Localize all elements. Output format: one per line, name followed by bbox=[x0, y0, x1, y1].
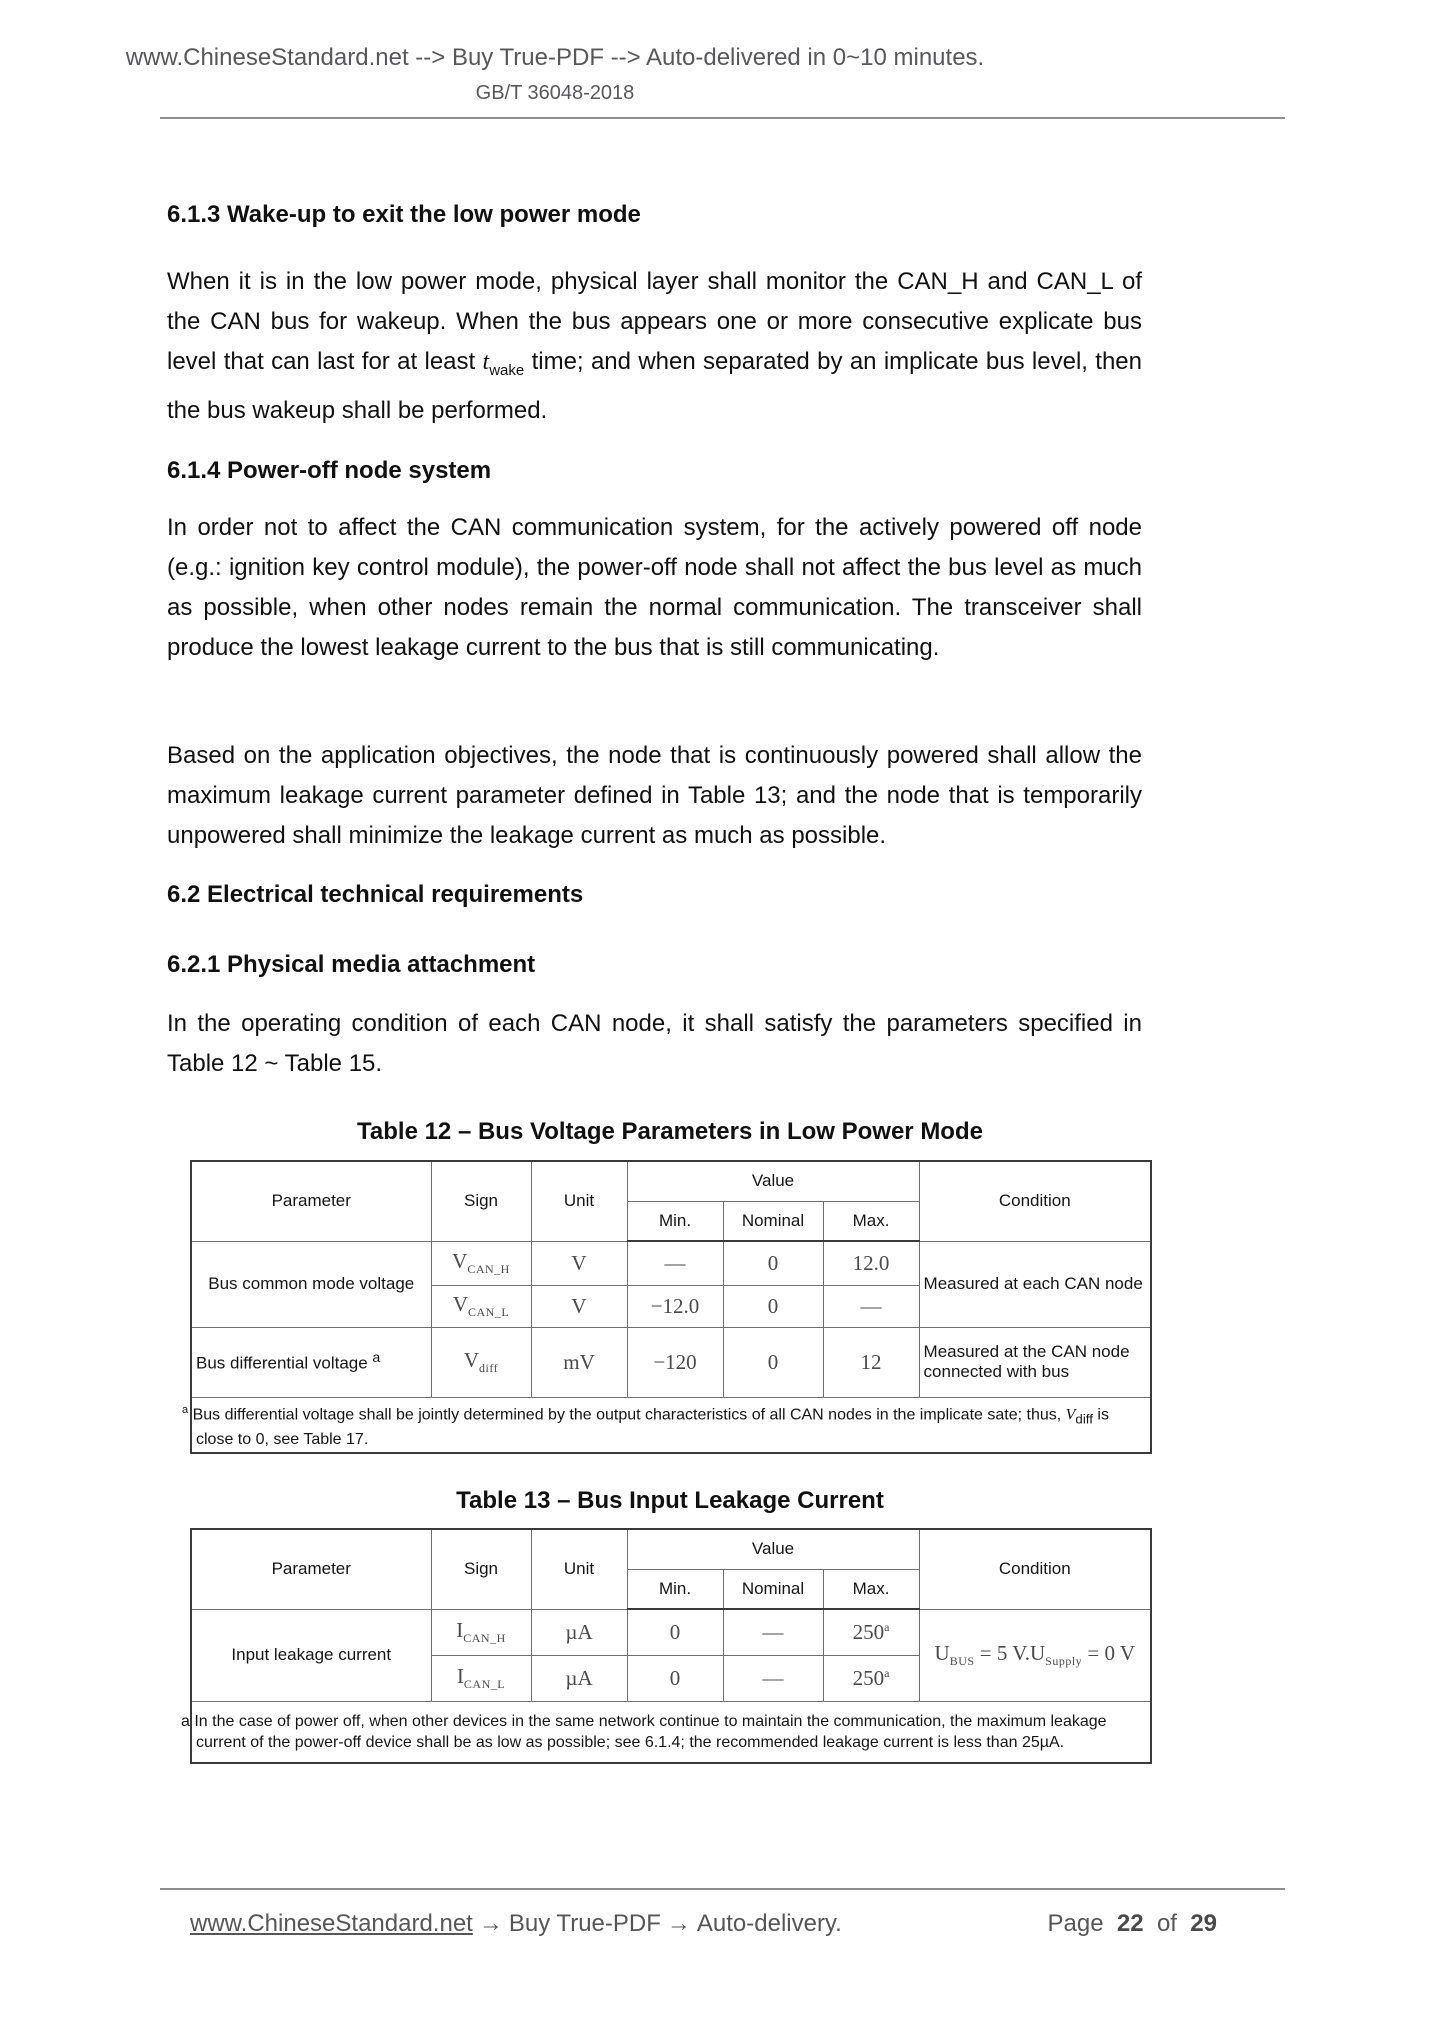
table13-cell-min: 0 bbox=[627, 1655, 723, 1701]
parameter-text: Bus differential voltage bbox=[196, 1353, 368, 1373]
paragraph-power-off-1: In order not to affect the CAN communication system, for the actively powered off node (e.g.: ignition key control module), the power-off node shall not affect the bus level as much as possible, when other nodes remain the normal communication. The transceiver shall produce the lowest leakage current to the bus that is still communicating. bbox=[167, 514, 1142, 661]
sign-base: I bbox=[456, 1663, 464, 1688]
page-total: 29 bbox=[1190, 1910, 1217, 1937]
table12-cell-nominal: 0 bbox=[723, 1241, 823, 1285]
paragraph-physical-media: In the operating condition of each CAN node, it shall satisfy the parameters specified in Table 12 ~ Table 15. bbox=[167, 1010, 1142, 1077]
sign-subscript: CAN_L bbox=[463, 1677, 506, 1692]
table12-cell-unit: V bbox=[531, 1241, 627, 1285]
table12-cell-nominal: 0 bbox=[723, 1327, 823, 1397]
sign-subscript: CAN_H bbox=[467, 1262, 510, 1277]
table13-col-header-parameter: Parameter bbox=[191, 1529, 431, 1609]
table13-caption: Table 13 – Bus Input Leakage Current bbox=[456, 1487, 884, 1514]
table13-col-header-max: Max. bbox=[823, 1569, 919, 1609]
footnote-text-post: is close to 0, see Table 17. bbox=[196, 1405, 1109, 1449]
table12-cell-unit: mV bbox=[531, 1327, 627, 1397]
paragraph-wakeup-text-pre: When it is in the low power mode, physical layer shall monitor the CAN_H and CAN_L of the CAN bus for wakeup. When the bus appears one or more consecutive explicate bus level that can last for at least bbox=[167, 268, 1142, 375]
t-wake-subscript: wake bbox=[489, 361, 525, 379]
table12-cell-condition-connected-bus: Measured at the CAN node connected with bus bbox=[919, 1327, 1151, 1397]
footer-delivery-text: Auto-delivery. bbox=[696, 1910, 842, 1937]
paragraph-power-off-2: Based on the application objectives, the node that is continuously powered shall allow the maximum leakage current parameter defined in Table 13; and the node that is temporarily unpowered shall minimize the leakage current as much as possible. bbox=[167, 742, 1142, 849]
page-label: Page bbox=[1047, 1910, 1104, 1937]
paragraph-wakeup bbox=[167, 262, 1142, 431]
table13-col-header-condition: Condition bbox=[919, 1529, 1151, 1609]
table12-col-header-nominal: Nominal bbox=[723, 1201, 823, 1241]
u-bus-symbol: U bbox=[934, 1640, 950, 1665]
table12-cell-max: 12.0 bbox=[823, 1241, 919, 1285]
table12-cell-sign-vcanl bbox=[431, 1285, 531, 1327]
right-arrow-icon: → bbox=[478, 1910, 503, 1937]
right-arrow-icon: → bbox=[666, 1910, 691, 1937]
table13-col-header-min: Min. bbox=[627, 1569, 723, 1609]
footer-site-link[interactable]: www.ChineseStandard.net bbox=[190, 1910, 473, 1937]
footnote-marker: a bbox=[884, 1619, 890, 1634]
table13-cell-min: 0 bbox=[627, 1609, 723, 1655]
u-bus-subscript: BUS bbox=[949, 1654, 975, 1669]
header-divider bbox=[160, 117, 1285, 119]
condition-mid: = 5 V. bbox=[974, 1640, 1030, 1665]
table13-cell-condition bbox=[919, 1609, 1151, 1701]
table13-cell-parameter-leakage: Input leakage current bbox=[191, 1609, 431, 1701]
sign-base: V bbox=[452, 1291, 468, 1316]
heading-6-1-4: 6.1.4 Power-off node system bbox=[167, 457, 492, 484]
table13-col-header-unit: Unit bbox=[531, 1529, 627, 1609]
table12-col-header-max: Max. bbox=[823, 1201, 919, 1241]
footer bbox=[160, 1910, 1285, 1938]
heading-6-1-3: 6.1.3 Wake-up to exit the low power mode bbox=[167, 201, 641, 228]
vdiff-symbol: V bbox=[1065, 1405, 1076, 1423]
footnote-marker: a bbox=[372, 1350, 381, 1367]
table13-col-header-sign: Sign bbox=[431, 1529, 531, 1609]
t-wake-symbol: t bbox=[482, 349, 490, 375]
table13-cell-sign-icanl bbox=[431, 1655, 531, 1701]
u-supply-subscript: Supply bbox=[1045, 1654, 1083, 1669]
table12-col-header-value: Value bbox=[627, 1161, 919, 1201]
table13-cell-unit: µA bbox=[531, 1655, 627, 1701]
footnote-marker: a bbox=[182, 1403, 189, 1416]
table12-col-header-parameter: Parameter bbox=[191, 1161, 431, 1241]
table12-col-header-unit: Unit bbox=[531, 1161, 627, 1241]
table12-caption: Table 12 – Bus Voltage Parameters in Low Power Mode bbox=[357, 1118, 983, 1145]
sign-subscript: CAN_H bbox=[463, 1631, 506, 1646]
table12-cell-sign-vdiff bbox=[431, 1327, 531, 1397]
footnote-text-pre: Bus differential voltage shall be jointly determined by the output characteristics of all CAN nodes in the implicate sate; thus, bbox=[188, 1405, 1066, 1423]
table12-col-header-condition: Condition bbox=[919, 1161, 1151, 1241]
header-doc-number: GB/T 36048-2018 bbox=[475, 82, 635, 104]
table12-cell-unit: V bbox=[531, 1285, 627, 1327]
table12-cell-max: 12 bbox=[823, 1327, 919, 1397]
condition-end: = 0 V bbox=[1082, 1640, 1136, 1665]
table13-footnote: a In the case of power off, when other devices in the same network continue to maintain the communication, the maximum leakage current of the power-off device shall be as low as possible; see 6.1.4; the recommended leakage current is less than 25µA. bbox=[191, 1701, 1151, 1763]
heading-6-2: 6.2 Electrical technical requirements bbox=[167, 881, 584, 908]
table12-cell-parameter-differential bbox=[191, 1327, 431, 1397]
sign-subscript: CAN_L bbox=[468, 1305, 510, 1320]
table12-cell-nominal: 0 bbox=[723, 1285, 823, 1327]
table12-cell-min: — bbox=[627, 1241, 723, 1285]
table12 bbox=[182, 1160, 1152, 1454]
footnote-marker: a bbox=[884, 1665, 890, 1680]
table12-cell-max: — bbox=[823, 1285, 919, 1327]
table13-cell-nominal: — bbox=[723, 1655, 823, 1701]
footer-left bbox=[190, 1910, 842, 1938]
table12-footnote bbox=[182, 1397, 1151, 1453]
max-value: 250 bbox=[852, 1665, 885, 1690]
table13-cell-max bbox=[823, 1609, 919, 1655]
table13-cell-max bbox=[823, 1655, 919, 1701]
paragraph-wakeup-text-post: time; and when separated by an implicate bus level, then the bus wakeup shall be performed. bbox=[167, 348, 1143, 424]
footer-buy-text: Buy True-PDF bbox=[508, 1910, 661, 1937]
sign-base: V bbox=[452, 1248, 468, 1273]
table12-cell-condition-each-node: Measured at each CAN node bbox=[919, 1241, 1151, 1327]
table13-col-header-value: Value bbox=[627, 1529, 919, 1569]
page-current: 22 bbox=[1116, 1910, 1144, 1937]
table12-col-header-min: Min. bbox=[627, 1201, 723, 1241]
table13-col-header-nominal: Nominal bbox=[723, 1569, 823, 1609]
table12-cell-min: −120 bbox=[627, 1327, 723, 1397]
header-promo-text: www.ChineseStandard.net --> Buy True-PDF --> Auto-delivered in 0~10 minutes. bbox=[125, 44, 985, 71]
vdiff-subscript: diff bbox=[1075, 1411, 1093, 1427]
table13 bbox=[181, 1528, 1152, 1764]
heading-6-2-1: 6.2.1 Physical media attachment bbox=[167, 951, 536, 978]
u-supply-symbol: U bbox=[1029, 1640, 1046, 1665]
table12-cell-parameter-common-mode: Bus common mode voltage bbox=[191, 1241, 431, 1327]
table13-cell-nominal: — bbox=[723, 1609, 823, 1655]
table12-cell-min: −12.0 bbox=[627, 1285, 723, 1327]
table12-col-header-sign: Sign bbox=[431, 1161, 531, 1241]
sign-subscript: diff bbox=[479, 1361, 499, 1376]
max-value: 250 bbox=[852, 1619, 885, 1644]
footer-page-info bbox=[1047, 1910, 1217, 1938]
sign-base: V bbox=[463, 1347, 480, 1372]
footer-divider bbox=[160, 1888, 1285, 1890]
sign-base: I bbox=[456, 1617, 464, 1642]
table13-cell-unit: µA bbox=[531, 1609, 627, 1655]
table13-cell-sign-icanh bbox=[431, 1609, 531, 1655]
table12-cell-sign-vcanh bbox=[431, 1241, 531, 1285]
of-label: of bbox=[1156, 1910, 1177, 1937]
